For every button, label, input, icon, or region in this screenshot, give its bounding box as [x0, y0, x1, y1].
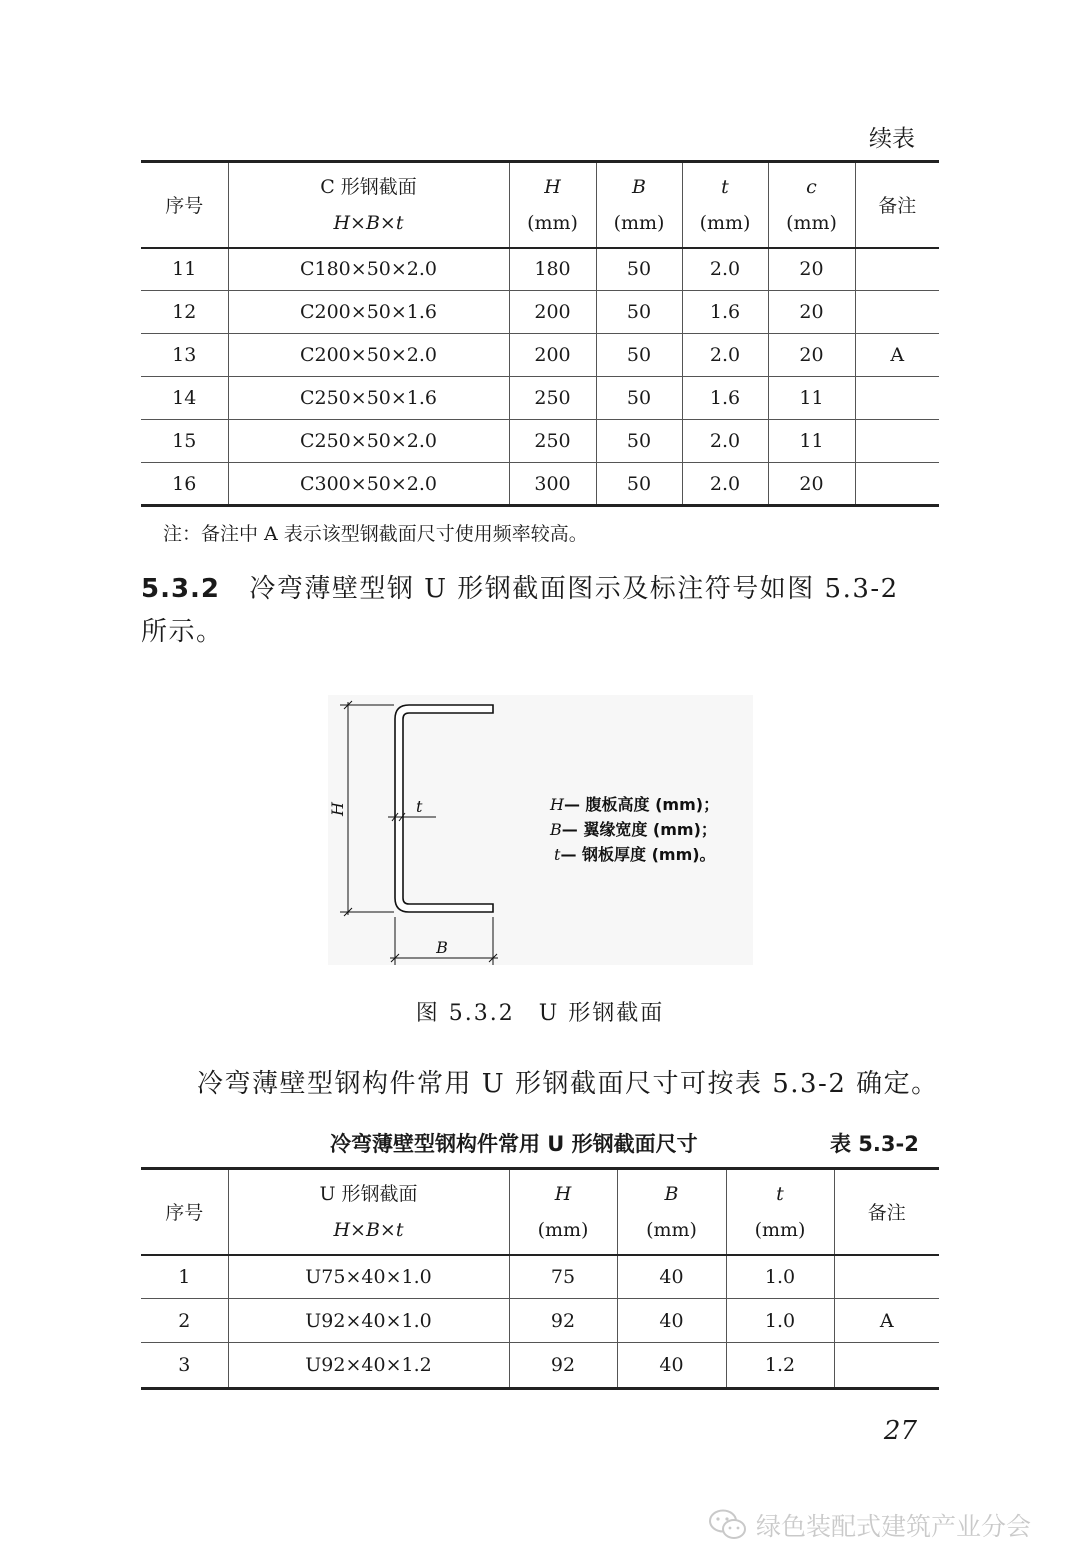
header-t: [682, 162, 768, 248]
header-t: [726, 1169, 834, 1255]
cell-h: 92: [509, 1343, 617, 1389]
header-t-unit: (mm): [754, 1218, 806, 1241]
header-section: [228, 162, 509, 248]
cell-b: 40: [617, 1299, 726, 1343]
cell-remark: [834, 1255, 939, 1299]
table-note: 注：备注中 A 表示该型钢截面尺寸使用频率较高。: [163, 523, 588, 545]
cell-t: 1.6: [682, 377, 768, 420]
table-row: [141, 1255, 939, 1299]
header-no: 序号: [141, 1169, 228, 1255]
cell-remark: [855, 248, 939, 291]
header-b-unit: (mm): [646, 1218, 697, 1241]
header-t-unit: (mm): [699, 211, 751, 234]
cell-t: 2.0: [682, 420, 768, 463]
legend-b: [549, 820, 717, 839]
t-dimension-label: t: [416, 797, 423, 816]
body-paragraph: 冷弯薄壁型钢构件常用 U 形钢截面尺寸可按表 5.3-2 确定。: [197, 1069, 939, 1099]
section-line-1: [141, 568, 941, 611]
header-h-unit: (mm): [537, 1218, 589, 1241]
cell-no: 16: [172, 472, 197, 495]
header-c-symbol: c: [806, 175, 817, 198]
header-b-symbol: B: [632, 175, 646, 198]
cell-no: 2: [141, 1299, 228, 1343]
cell-no: 12: [141, 291, 228, 334]
watermark: [708, 1505, 1031, 1545]
header-b-symbol: B: [664, 1182, 679, 1205]
u-section-figure: [328, 695, 753, 965]
h-dimension-label: H: [328, 802, 347, 816]
table-header-row: [141, 1169, 939, 1255]
cell-t: 1.2: [726, 1343, 834, 1389]
cell-section: C300×50×2.0: [228, 463, 509, 506]
u-section-table: [141, 1167, 939, 1390]
cell-t: 1.6: [682, 291, 768, 334]
watermark-text: 绿色装配式建筑产业分会: [756, 1512, 1032, 1541]
table-row: [141, 420, 939, 463]
legend-t: [554, 845, 716, 864]
header-h-symbol: H: [554, 1182, 572, 1205]
header-section-formula: H×B×t: [333, 1218, 404, 1241]
cell-section: C250×50×1.6: [228, 377, 509, 420]
cell-no: 13: [141, 334, 228, 377]
cell-no: 14: [141, 377, 228, 420]
table2-number: 表 5.3-2: [830, 1132, 919, 1156]
cell-b: 50: [596, 334, 682, 377]
header-b-unit: (mm): [613, 211, 665, 234]
table-row: [141, 291, 939, 334]
b-dimension-label: B: [436, 938, 448, 957]
page-number: 27: [883, 1416, 917, 1446]
cell-t: 1.0: [726, 1299, 834, 1343]
cell-b: 50: [596, 463, 682, 506]
cell-b: 50: [596, 420, 682, 463]
c-section-table: [141, 160, 939, 507]
header-remark: 备注: [834, 1169, 939, 1255]
header-t-symbol: t: [721, 175, 729, 198]
table-row: [141, 463, 939, 506]
cell-c: 11: [768, 420, 855, 463]
cell-b: 40: [617, 1255, 726, 1299]
legend-t-text: — 钢板厚度 (mm)。: [560, 845, 716, 864]
cell-h: 200: [509, 334, 596, 377]
section-number: 5.3.2: [141, 574, 221, 604]
cell-c: 11: [768, 377, 855, 420]
cell-c: 20: [768, 463, 855, 506]
header-h: [509, 162, 596, 248]
cell-section: U92×40×1.0: [228, 1299, 509, 1343]
cell-h: 250: [509, 377, 596, 420]
table-header-row: [141, 162, 939, 248]
cell-h: 75: [509, 1255, 617, 1299]
cell-h: 180: [509, 248, 596, 291]
cell-t: 2.0: [682, 334, 768, 377]
figure-caption: 图 5.3.2 U 形钢截面: [415, 1001, 665, 1026]
section-text-2: 所示。: [141, 617, 224, 647]
header-h-unit: (mm): [527, 211, 578, 234]
continued-table-label: 续表: [869, 126, 915, 152]
legend-h-text: — 腹板高度 (mm)；: [563, 795, 720, 814]
cell-b: 50: [596, 248, 682, 291]
cell-b: 50: [596, 377, 682, 420]
header-section-name: U 形钢截面: [319, 1182, 418, 1205]
cell-h: 200: [509, 291, 596, 334]
cell-remark: [855, 377, 939, 420]
legend-h: [549, 795, 719, 814]
cell-section: C250×50×2.0: [228, 420, 509, 463]
header-no: 序号: [141, 162, 228, 248]
header-c: [768, 162, 855, 248]
section-heading: [141, 568, 941, 654]
cell-section: C200×50×1.6: [228, 291, 509, 334]
table-row: [141, 377, 939, 420]
cell-remark: [834, 1343, 939, 1389]
header-b: [617, 1169, 726, 1255]
cell-h: 300: [509, 463, 596, 506]
legend-h-symbol: H: [550, 795, 564, 814]
legend-b-text: — 翼缘宽度 (mm)；: [561, 820, 717, 839]
cell-t: 2.0: [682, 463, 768, 506]
legend-t-symbol: t: [554, 845, 561, 864]
table-row: [141, 1299, 939, 1343]
cell-c: 20: [768, 334, 855, 377]
header-t-symbol: t: [776, 1182, 784, 1205]
header-section-name: C 形钢截面: [320, 175, 417, 198]
cell-remark: A: [834, 1299, 939, 1343]
table-row: [141, 248, 939, 291]
header-h-symbol: H: [544, 175, 561, 198]
cell-section: C200×50×2.0: [228, 334, 509, 377]
cell-t: 1.0: [726, 1255, 834, 1299]
cell-b: 50: [596, 291, 682, 334]
cell-remark: [855, 291, 939, 334]
figure-legend: [549, 795, 719, 864]
header-h: [509, 1169, 617, 1255]
cell-no: 1: [141, 1255, 228, 1299]
cell-h: 250: [509, 420, 596, 463]
cell-section: C180×50×2.0: [228, 248, 509, 291]
cell-h: 92: [509, 1299, 617, 1343]
table2-title: 冷弯薄壁型钢构件常用 U 形钢截面尺寸: [330, 1132, 698, 1156]
cell-section: U75×40×1.0: [228, 1255, 509, 1299]
cell-c: 20: [768, 291, 855, 334]
wechat-icon: [708, 1508, 748, 1542]
cell-t: 2.0: [682, 248, 768, 291]
cell-remark: A: [855, 334, 939, 377]
section-text-1: 冷弯薄壁型钢 U 形钢截面图示及标注符号如图 5.3-2: [249, 574, 899, 604]
header-section-formula: H×B×t: [333, 211, 404, 234]
legend-b-symbol: B: [550, 820, 562, 839]
cell-no: 15: [141, 420, 228, 463]
table-row: [141, 334, 939, 377]
cell-section: U92×40×1.2: [228, 1343, 509, 1389]
header-b: [596, 162, 682, 248]
cell-no: 3: [178, 1354, 191, 1376]
cell-no: 11: [141, 248, 228, 291]
cell-b: 40: [617, 1343, 726, 1389]
header-remark: 备注: [855, 162, 939, 248]
header-section: [228, 1169, 509, 1255]
table-row: [141, 1343, 939, 1389]
cell-c: 20: [768, 248, 855, 291]
header-c-unit: (mm): [786, 211, 837, 234]
cell-remark: [855, 463, 939, 506]
cell-remark: [855, 420, 939, 463]
